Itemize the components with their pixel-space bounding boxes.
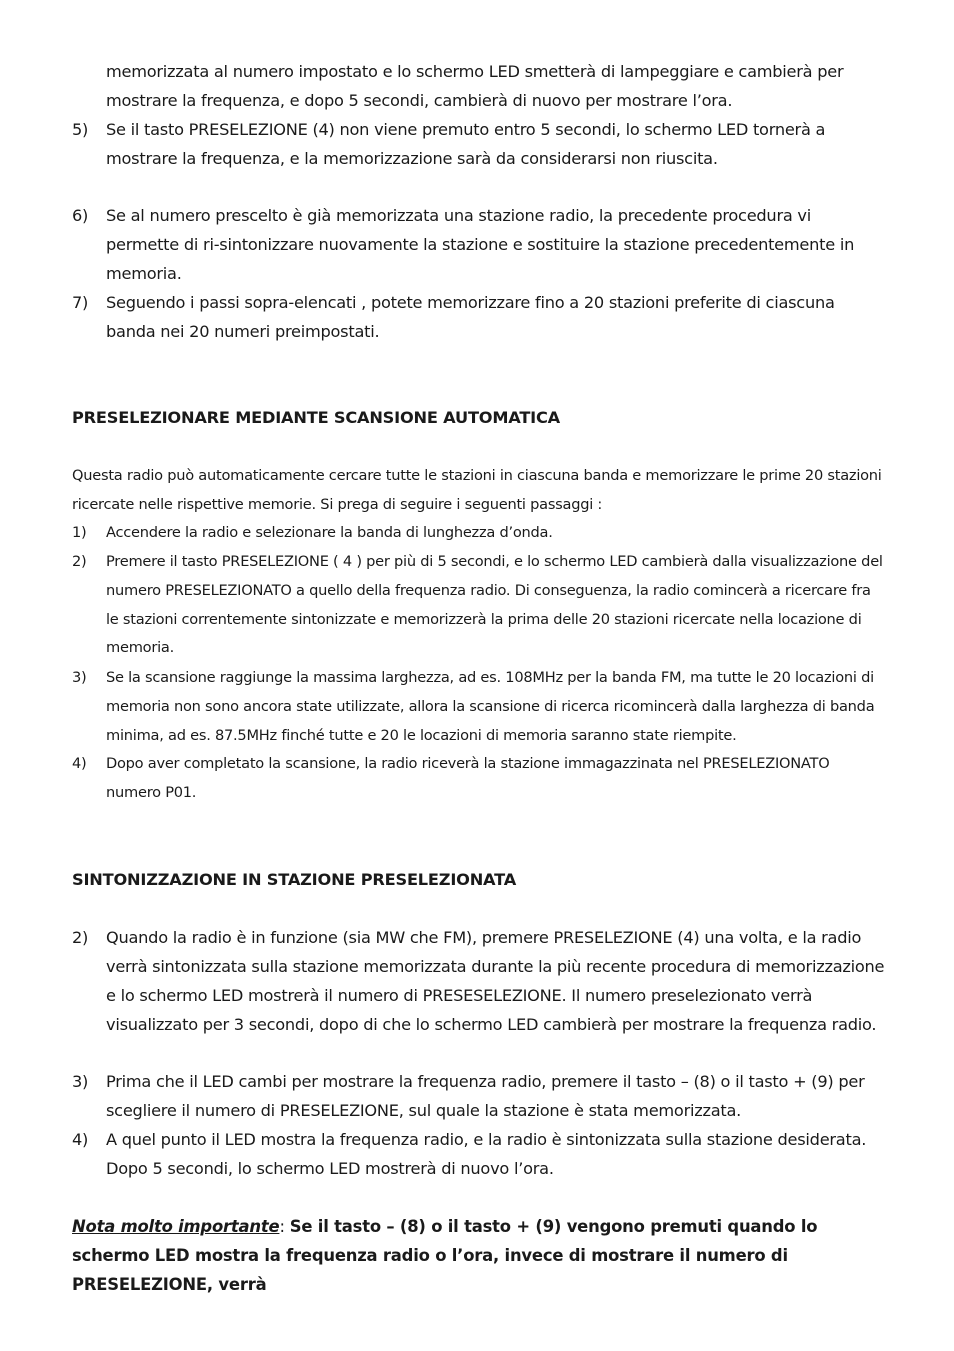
- section-heading: PRESELEZIONARE MEDIANTE SCANSIONE AUTOMATICA: [72, 408, 560, 427]
- list-item-text: Prima che il LED cambi per mostrare la frequenza radio, premere il tasto – (8) o il tasto + (9) per scegliere il numero di PRESELEZIONE, sul quale la stazione è stata memorizzata.: [106, 1072, 865, 1120]
- list-item-text: Se il tasto PRESELEZIONE (4) non viene premuto entro 5 secondi, lo schermo LED tornerà a mostrare la frequenza, e la memorizzazione sarà da considerarsi non riuscita.: [106, 120, 826, 168]
- list-item-text: Quando la radio è in funzione (sia MW che FM), premere PRESELEZIONE (4) una volta, e la radio verrà sintonizzata sulla stazione memorizzata durante la più recente procedura di memorizzazione e lo schermo LED mostrerà il numero di PRESESELEZIONE. Il numero preselezionato verrà visualizzato per 3 secondi, dopo di che lo schermo LED cambierà per mostrare la frequenza radio.: [106, 928, 885, 1034]
- section-heading: SINTONIZZAZIONE IN STAZIONE PRESELEZIONATA: [72, 870, 517, 889]
- list-item-text: Dopo aver completato la scansione, la radio riceverà la stazione immagazzinata nel PRESELEZIONATO numero P01.: [106, 755, 830, 801]
- continuation-paragraph: memorizzata al numero impostato e lo schermo LED smetterà di lampeggiare e cambierà per mostrare la frequenza, e dopo 5 secondi, cambierà di nuovo per mostrare l’ora.: [106, 62, 844, 110]
- important-note: [72, 1212, 882, 1299]
- list-item-number: 7): [72, 293, 89, 312]
- list-item-text: Premere il tasto PRESELEZIONE ( 4 ) per più di 5 secondi, e lo schermo LED cambierà dalla visualizzazione del numero PRESELEZIONATO a quello della frequenza radio. Di conseguenza, la radio comincerà a ricercare fra le stazioni correntemente sintonizzate e memorizzerà la prima delle 20 stazioni ricercate nella locazione di memoria.: [106, 553, 883, 657]
- list-item-number: 3): [72, 669, 87, 686]
- intro-paragraph: Questa radio può automaticamente cercare tutte le stazioni in ciascuna banda e memorizzare le prime 20 stazioni ricercate nelle rispettive memorie. Si prega di seguire i seguenti passaggi :: [72, 467, 882, 513]
- list-item-number: 1): [72, 524, 87, 541]
- list-item-text: A quel punto il LED mostra la frequenza radio, e la radio è sintonizzata sulla stazione desiderata. Dopo 5 secondi, lo schermo LED mostrerà di nuovo l’ora.: [106, 1130, 867, 1178]
- list-item-number: 5): [72, 120, 89, 139]
- list-item-text: Accendere la radio e selezionare la banda di lunghezza d’onda.: [106, 524, 553, 541]
- list-item-number: 2): [72, 553, 87, 570]
- list-item-number: 3): [72, 1072, 89, 1091]
- note-text: Se il tasto – (8) o il tasto + (9) vengono premuti quando lo schermo LED mostra la frequenza radio o l’ora, invece di mostrare il numero di PRESELEZIONE, verrà: [72, 1217, 818, 1294]
- list-item-number: 4): [72, 1130, 89, 1149]
- list-item-number: 6): [72, 206, 89, 225]
- list-item-number: 2): [72, 928, 89, 947]
- list-item-number: 4): [72, 755, 87, 772]
- list-item-text: Seguendo i passi sopra-elencati , potete memorizzare fino a 20 stazioni preferite di ciascuna banda nei 20 numeri preimpostati.: [106, 293, 835, 341]
- note-separator: :: [279, 1217, 285, 1236]
- note-label: Nota molto importante: [72, 1217, 280, 1236]
- list-item-text: Se al numero prescelto è già memorizzata una stazione radio, la precedente procedura vi permette di ri-sintonizzare nuovamente la stazione e sostituire la stazione precedentemente in memoria.: [106, 206, 855, 283]
- list-item-text: Se la scansione raggiunge la massima larghezza, ad es. 108MHz per la banda FM, ma tutte le 20 locazioni di memoria non sono ancora state utilizzate, allora la scansione di ricerca ricomincerà dalla larghezza di banda minima, ad es. 87.5MHz finché tutte e 20 le locazioni di memoria saranno state riempite.: [106, 669, 875, 744]
